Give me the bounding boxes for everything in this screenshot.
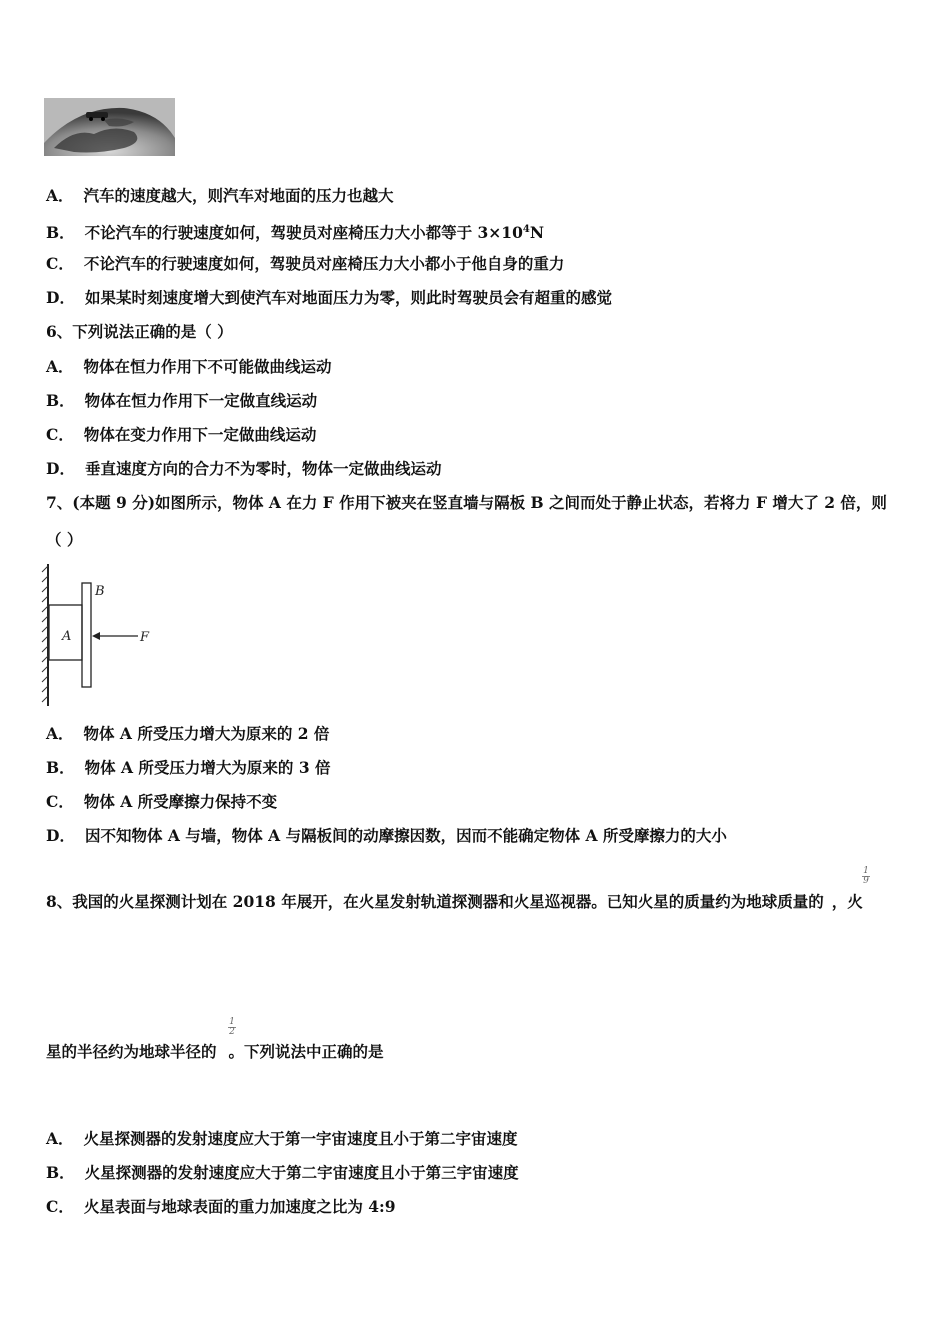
plate-b bbox=[82, 583, 91, 687]
q6-stem: 6、下列说法正确的是（ ） bbox=[46, 322, 233, 341]
q6-option-a: A． 物体在恒力作用下不可能做曲线运动 bbox=[46, 357, 332, 376]
earth-car-figure bbox=[44, 98, 175, 156]
q7-stem-line1: 7、(本题 9 分)如图所示，物体 A 在力 F 作用下被夹在竖直墙与隔板 B 之间而处于静止状态，若将力 F 增大了 2 倍，则 bbox=[46, 493, 887, 512]
q8-fraction-1-2: $\frac{1}{2}$ bbox=[229, 1017, 235, 1037]
q5-option-b: B． 不论汽车的行驶速度如何，驾驶员对座椅压力大小都等于 $3\times 10^4N$ bbox=[46, 223, 544, 243]
q6-option-b: B． 物体在恒力作用下一定做直线运动 bbox=[46, 391, 318, 410]
force-arrow-head bbox=[92, 632, 100, 640]
q7-option-d: D． 因不知物体 A 与墙，物体 A 与隔板间的动摩擦因数，因而不能确定物体 A 所受摩擦力的大小 bbox=[46, 826, 727, 845]
q5-option-d: D． 如果某时刻速度增大到使汽车对地面压力为零，则此时驾驶员会有超重的感觉 bbox=[46, 288, 612, 307]
q6-option-c: C． 物体在变力作用下一定做曲线运动 bbox=[46, 425, 317, 444]
q8-fraction-1-9: $\frac{1}{9}$ bbox=[863, 866, 869, 886]
q6-option-d: D． 垂直速度方向的合力不为零时，物体一定做曲线运动 bbox=[46, 459, 442, 478]
q7-option-c: C． 物体 A 所受摩擦力保持不变 bbox=[46, 792, 278, 811]
q8-option-a: A． 火星探测器的发射速度应大于第一宇宙速度且小于第二宇宙速度 bbox=[46, 1129, 518, 1148]
q8-stem-line1: 8、我国的火星探测计划在 2018 年展开，在火星发射轨道探测器和火星巡视器。已知火星的质量约为地球质量的 ，火 bbox=[46, 892, 863, 911]
label-f: F bbox=[140, 630, 150, 645]
q8-option-b: B． 火星探测器的发射速度应大于第二宇宙速度且小于第三宇宙速度 bbox=[46, 1163, 519, 1182]
q7-option-b: B． 物体 A 所受压力增大为原来的 3 倍 bbox=[46, 758, 331, 777]
q8-stem-line2: 星的半径约为地球半径的 。下列说法中正确的是 bbox=[46, 1042, 384, 1061]
q5-option-a: A． 汽车的速度越大，则汽车对地面的压力也越大 bbox=[46, 186, 394, 205]
wall-block-figure bbox=[40, 560, 165, 710]
q7-stem-line2: （ ） bbox=[46, 530, 83, 549]
label-a: A bbox=[62, 629, 72, 644]
q7-option-a: A． 物体 A 所受压力增大为原来的 2 倍 bbox=[46, 724, 330, 743]
q8-option-c: C． 火星表面与地球表面的重力加速度之比为 4:9 bbox=[46, 1197, 396, 1216]
q5-option-c: C． 不论汽车的行驶速度如何，驾驶员对座椅压力大小都小于他自身的重力 bbox=[46, 254, 565, 273]
label-b: B bbox=[95, 584, 105, 599]
